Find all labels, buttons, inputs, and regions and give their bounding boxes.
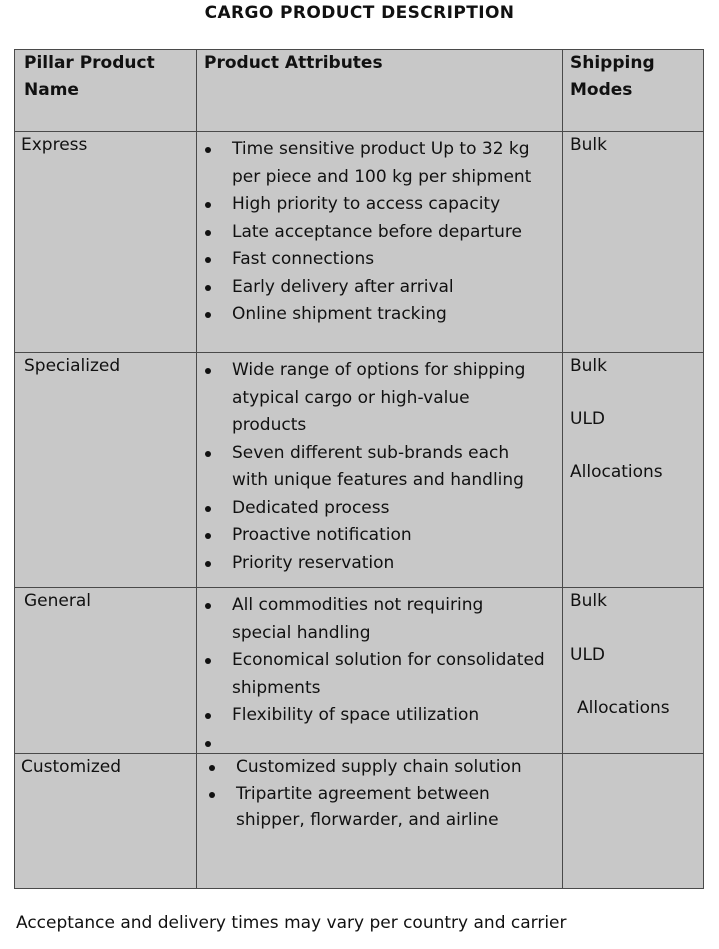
list-item: Fast connections <box>202 246 547 274</box>
list-item: Late acceptance before departure <box>202 219 547 247</box>
column-divider <box>562 50 563 888</box>
list-item: Seven different sub-brands each with unique features and handling <box>202 440 547 495</box>
list-item: Proactive notification <box>202 522 547 550</box>
footer-note: Acceptance and delivery times may vary per country and carrier <box>16 913 567 933</box>
header-product-attributes: Product Attributes <box>204 53 383 73</box>
header-shipping-modes: Shipping Modes <box>570 53 655 100</box>
shipping-mode: Bulk <box>570 591 608 611</box>
list-item <box>202 730 547 758</box>
row-general-name: General <box>24 591 91 611</box>
shipping-mode: Bulk <box>570 135 608 155</box>
list-item: Early delivery after arrival <box>202 274 547 302</box>
column-divider <box>196 50 197 888</box>
header-pillar-product-name: Pillar Product Name <box>24 53 155 100</box>
list-item: Wide range of options for shipping atypical cargo or high-value products <box>202 357 547 440</box>
row-express-attributes <box>202 136 547 329</box>
row-specialized-modes <box>570 353 663 486</box>
row-specialized-attributes <box>202 357 547 577</box>
list-item: Priority reservation <box>202 550 547 578</box>
shipping-mode: ULD <box>570 409 606 429</box>
row-specialized-name: Specialized <box>24 356 121 376</box>
list-item: Dedicated process <box>202 495 547 523</box>
row-general-modes <box>570 588 670 723</box>
list-item: Time sensitive product Up to 32 kg per piece and 100 kg per shipment <box>202 136 547 191</box>
list-item: All commodities not requiring special handling <box>202 592 547 647</box>
row-express-name: Express <box>21 135 88 155</box>
cargo-product-table <box>14 49 704 889</box>
list-item: Flexibility of space utilization <box>202 702 547 730</box>
page-title: CARGO PRODUCT DESCRIPTION <box>204 3 515 23</box>
list-item: Online shipment tracking <box>202 301 547 329</box>
list-item: Economical solution for consolidated shipments <box>202 647 547 702</box>
row-customized-name: Customized <box>21 757 122 777</box>
shipping-mode: ULD <box>570 644 606 665</box>
list-item: Customized supply chain solution <box>206 754 551 781</box>
row-customized-attributes <box>206 754 551 834</box>
row-express-modes <box>570 132 607 160</box>
list-item: High priority to access capacity <box>202 191 547 219</box>
shipping-mode: Bulk <box>570 356 608 376</box>
list-item: Tripartite agreement between shipper, florwarder, and airline <box>206 781 551 834</box>
row-general-attributes <box>202 592 547 757</box>
shipping-mode: Allocations <box>570 462 663 482</box>
shipping-mode: Allocations <box>577 698 670 718</box>
